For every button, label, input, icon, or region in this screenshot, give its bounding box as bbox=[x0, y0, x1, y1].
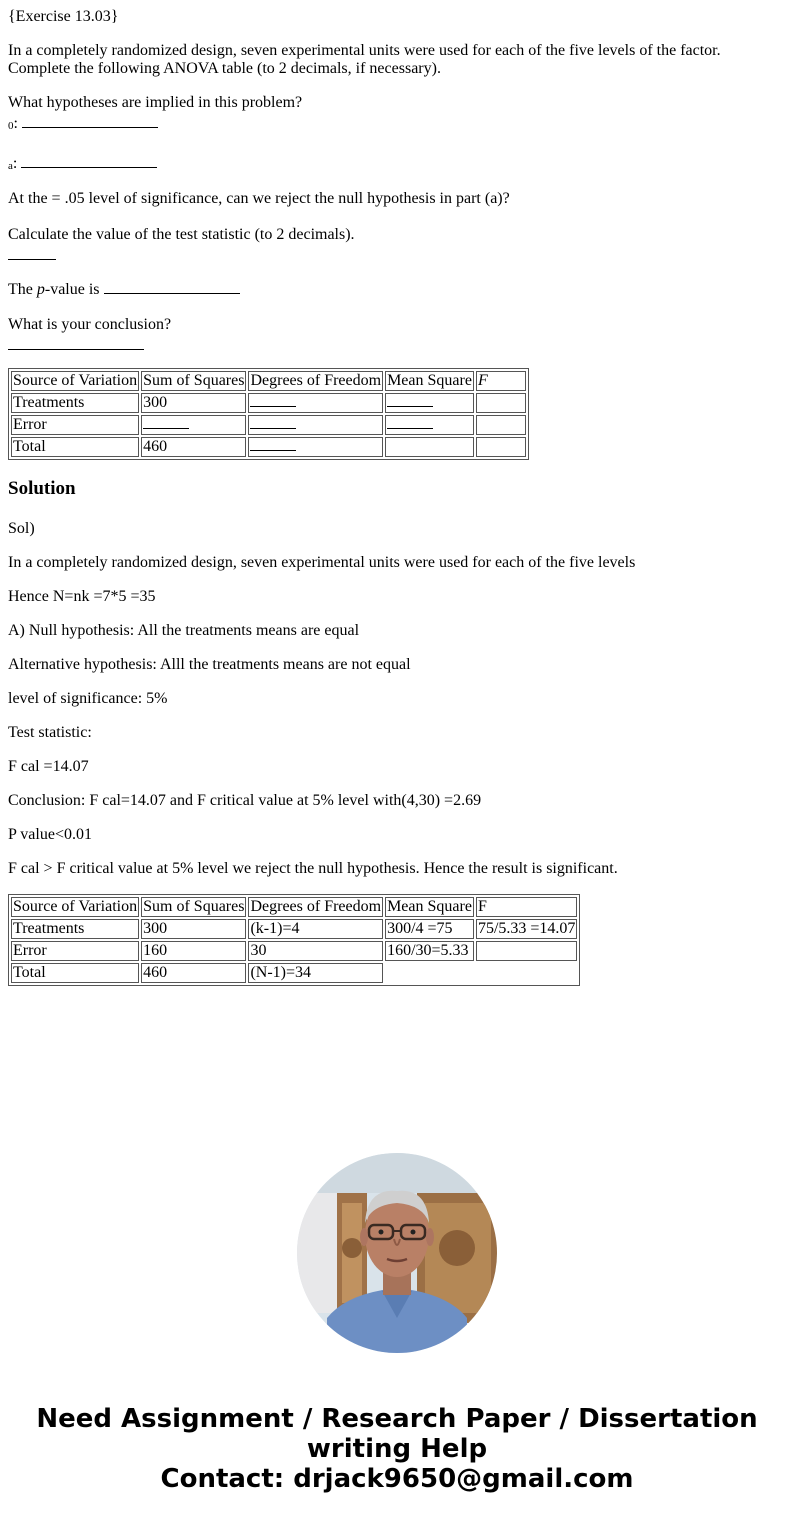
pvalue-p: p bbox=[36, 281, 45, 298]
table-cell: 160/30=5.33 bbox=[385, 941, 474, 961]
table-cell: Treatments bbox=[11, 919, 139, 939]
table-cell bbox=[476, 941, 577, 961]
table-cell bbox=[385, 437, 474, 457]
solution-line: F cal > F critical value at 5% level we reject the null hypothesis. Hence the result is significant. bbox=[8, 860, 618, 877]
pvalue-prefix: The bbox=[8, 281, 37, 298]
conclusion-blank[interactable] bbox=[8, 336, 144, 350]
h0-subscript: 0 bbox=[8, 120, 14, 132]
h0-line bbox=[8, 114, 158, 135]
table-cell: (k-1)=4 bbox=[248, 919, 383, 939]
table-header-row bbox=[11, 371, 526, 391]
ha-blank[interactable] bbox=[21, 154, 157, 168]
table-cell[interactable] bbox=[385, 393, 474, 413]
solution-line: A) Null hypothesis: All the treatments means are equal bbox=[8, 622, 360, 639]
table-cell: Treatments bbox=[11, 393, 139, 413]
table-cell: Total bbox=[11, 963, 139, 983]
author-photo bbox=[297, 1153, 497, 1353]
promo-contact[interactable]: Contact: drjack9650@gmail.com bbox=[160, 1464, 634, 1494]
table-cell[interactable] bbox=[248, 437, 383, 457]
table-cell: 75/5.33 =14.07 bbox=[477, 920, 576, 937]
pvalue-line bbox=[8, 280, 240, 299]
table-row bbox=[11, 919, 577, 939]
table-cell bbox=[476, 437, 526, 457]
pvalue-blank[interactable] bbox=[104, 280, 240, 294]
solution-line: level of significance: 5% bbox=[8, 690, 168, 707]
table-cell: Error bbox=[11, 941, 139, 961]
table-row bbox=[11, 963, 577, 983]
question-anova-table bbox=[8, 368, 529, 460]
solution-line: P value<0.01 bbox=[8, 826, 92, 843]
answer-blank bbox=[250, 438, 296, 451]
solution-heading: Solution bbox=[8, 478, 76, 499]
table-cell[interactable] bbox=[248, 393, 383, 413]
solution-line: Alternative hypothesis: Alll the treatments means are not equal bbox=[8, 656, 411, 673]
table-cell[interactable] bbox=[385, 415, 474, 435]
table-cell[interactable] bbox=[141, 415, 246, 435]
header-cell: F bbox=[476, 897, 577, 917]
table-cell: 160 bbox=[141, 941, 246, 961]
table-cell[interactable] bbox=[476, 415, 526, 435]
ha-subscript: a bbox=[8, 160, 13, 172]
table-cell: (N-1)=34 bbox=[248, 963, 383, 983]
answer-blank bbox=[143, 416, 189, 429]
table-row bbox=[11, 437, 526, 457]
table-row bbox=[11, 393, 526, 413]
calc-statistic-prompt: Calculate the value of the test statistic (to 2 decimals). bbox=[8, 226, 355, 243]
table-cell: Total bbox=[11, 437, 139, 457]
exercise-intro: In a completely randomized design, seven experimental units were used for each of the five levels of the factor. bbox=[8, 42, 721, 59]
pvalue-suffix: -value is bbox=[44, 281, 100, 298]
header-cell: Sum of Squares bbox=[143, 372, 245, 389]
test-statistic-blank[interactable] bbox=[8, 246, 56, 260]
solution-line: Hence N=nk =7*5 =35 bbox=[8, 588, 156, 605]
answer-blank bbox=[387, 416, 433, 429]
header-cell: Mean Square bbox=[387, 372, 472, 389]
table-cell: 460 bbox=[141, 963, 246, 983]
header-cell: Degrees of Freedom bbox=[250, 372, 382, 389]
header-cell: Degrees of Freedom bbox=[250, 898, 382, 915]
hypotheses-question: What hypotheses are implied in this problem? bbox=[8, 94, 303, 111]
table-cell: 300 bbox=[141, 393, 246, 413]
promo-line-2: writing Help bbox=[306, 1434, 488, 1464]
answer-blank bbox=[387, 394, 433, 407]
table-cell: 300 bbox=[141, 919, 246, 939]
promo-line-1: Need Assignment / Research Paper / Dissertation bbox=[36, 1404, 758, 1434]
reject-question: At the = .05 level of significance, can we reject the null hypothesis in part (a)? bbox=[8, 190, 510, 207]
table-row bbox=[11, 941, 577, 961]
header-cell: Source of Variation bbox=[13, 898, 138, 915]
table-cell: 30 bbox=[248, 941, 383, 961]
solution-line: Conclusion: F cal=14.07 and F critical value at 5% level with(4,30) =2.69 bbox=[8, 792, 482, 809]
author-avatar bbox=[297, 1153, 497, 1353]
answer-anova-table bbox=[8, 894, 580, 986]
ha-line bbox=[8, 154, 157, 175]
table-cell: 460 bbox=[141, 437, 246, 457]
h0-colon: : bbox=[13, 115, 18, 132]
h0-blank[interactable] bbox=[22, 114, 158, 128]
table-row bbox=[11, 415, 526, 435]
table-header-row bbox=[11, 897, 577, 917]
table-cell: 300/4 =75 bbox=[385, 919, 474, 939]
ha-colon: : bbox=[12, 155, 18, 172]
table-cell[interactable] bbox=[248, 415, 383, 435]
exercise-intro-line2: Complete the following ANOVA table (to 2 decimals, if necessary). bbox=[8, 60, 441, 77]
header-cell: Mean Square bbox=[387, 898, 472, 915]
solution-line: Sol) bbox=[8, 520, 35, 537]
table-cell: Error bbox=[11, 415, 139, 435]
header-cell: Source of Variation bbox=[13, 372, 138, 389]
table-cell[interactable] bbox=[476, 393, 526, 413]
header-cell-f: F bbox=[476, 371, 526, 391]
solution-line: In a completely randomized design, seven experimental units were used for each of the five levels bbox=[8, 554, 636, 571]
solution-line: Test statistic: bbox=[8, 724, 92, 741]
exercise-tag: {Exercise 13.03} bbox=[8, 8, 119, 25]
conclusion-question: What is your conclusion? bbox=[8, 316, 172, 333]
solution-line: F cal =14.07 bbox=[8, 758, 89, 775]
header-cell: Sum of Squares bbox=[143, 898, 245, 915]
answer-blank bbox=[250, 416, 296, 429]
answer-blank bbox=[250, 394, 296, 407]
